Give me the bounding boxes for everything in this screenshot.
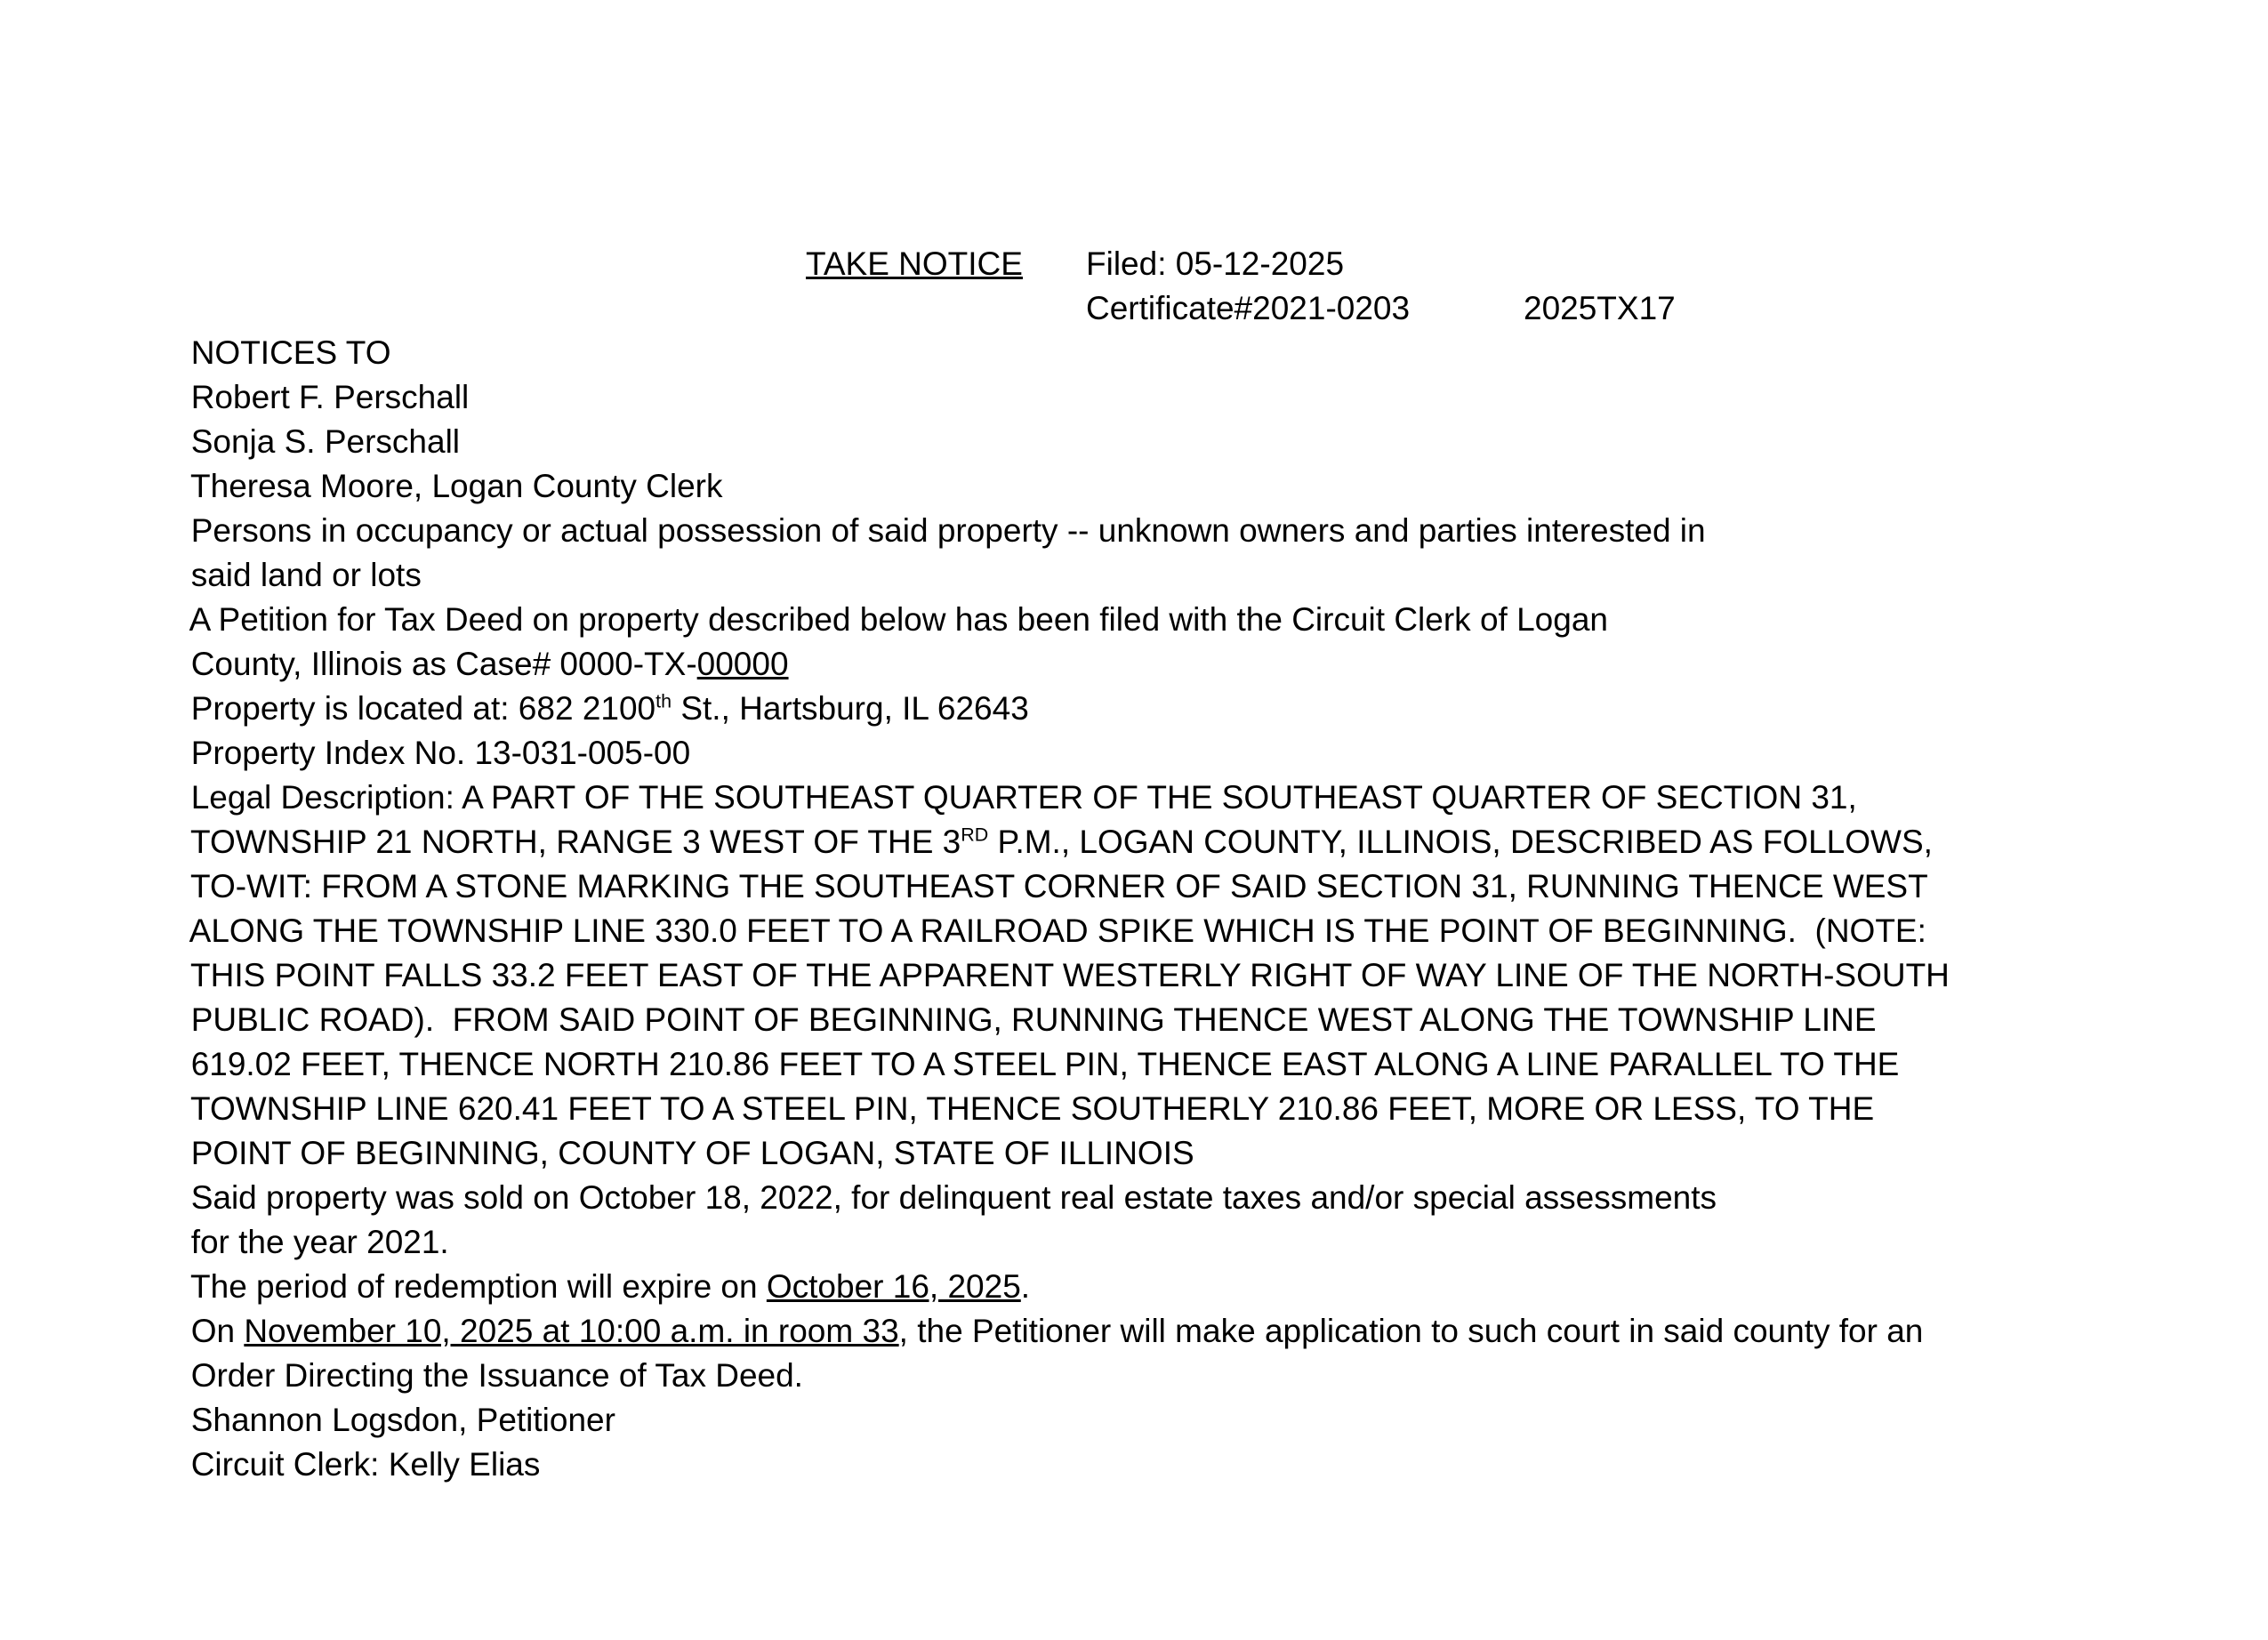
legal-description-text: TOWNSHIP 21 NORTH, RANGE 3 WEST OF THE 3 — [190, 824, 961, 860]
ordinal-superscript: RD — [961, 824, 989, 846]
legal-description-text: ALONG THE TOWNSHIP LINE 330.0 FEET TO A RAILROAD SPIKE WHICH IS THE POINT OF BEGINNING. (NOTE: — [189, 912, 1926, 949]
petitioner-name: Shannon Logsdon, Petitioner — [190, 1402, 615, 1438]
filed-date: Filed: 05-12-2025 — [1086, 245, 1345, 282]
circuit-clerk-name: Circuit Clerk: Kelly Elias — [190, 1446, 541, 1483]
legal-description-text: PUBLIC ROAD). FROM SAID POINT OF BEGINNING, RUNNING THENCE WEST ALONG THE TOWNSHIP LINE — [190, 1001, 1877, 1038]
recipient-name: Robert F. Perschall — [190, 379, 470, 415]
sale-text: for the year 2021. — [190, 1224, 449, 1260]
occupancy-text: said land or lots — [190, 557, 422, 593]
legal-description-text: TO-WIT: FROM A STONE MARKING THE SOUTHEAST CORNER OF SAID SECTION 31, RUNNING THENCE WEST — [190, 868, 1928, 904]
case-number-prefix: County, Illinois as Case# 0000-TX- — [190, 646, 697, 682]
legal-description-text: Legal Description: A PART OF THE SOUTHEAST QUARTER OF THE SOUTHEAST QUARTER OF SECTION 31, — [190, 779, 1857, 816]
case-year-code: 2025TX17 — [1524, 290, 1676, 326]
recipient-line — [136, 331, 1950, 415]
certificate-number: Certificate#2021-0203 — [1086, 290, 1411, 326]
redemption-prefix: The period of redemption will expire on — [190, 1268, 767, 1305]
notices-to-label: NOTICES TO — [190, 334, 391, 371]
recipient-name: Sonja S. Perschall — [190, 423, 461, 460]
legal-description-text: POINT OF BEGINNING, COUNTY OF LOGAN, STATE OF ILLINOIS — [190, 1135, 1194, 1171]
document-content — [136, 242, 1950, 1483]
legal-description-text: 619.02 FEET, THENCE NORTH 210.86 FEET TO A STEEL PIN, THENCE EAST ALONG A LINE PARALLEL TO THE — [190, 1046, 1900, 1082]
property-index-number: Property Index No. 13-031-005-00 — [190, 735, 691, 771]
hearing-datetime: November 10, 2025 at 10:00 a.m. in room 33 — [244, 1313, 899, 1349]
property-location-suffix: St., Hartsburg, IL 62643 — [672, 690, 1029, 727]
legal-description-text: THIS POINT FALLS 33.2 FEET EAST OF THE APPARENT WESTERLY RIGHT OF WAY LINE OF THE NORTH-SOUTH — [190, 957, 1950, 993]
legal-description-text: P.M., LOGAN COUNTY, ILLINOIS, DESCRIBED AS FOLLOWS, — [988, 824, 1933, 860]
hearing-order-text: Order Directing the Issuance of Tax Deed. — [190, 1357, 803, 1394]
petition-text: A Petition for Tax Deed on property described below has been filed with the Circuit Clerk of Logan — [189, 601, 1608, 638]
property-location-prefix: Property is located at: 682 2100 — [190, 690, 656, 727]
take-notice-title: TAKE NOTICE — [806, 245, 1023, 282]
legal-description-text: TOWNSHIP LINE 620.41 FEET TO A STEEL PIN, THENCE SOUTHERLY 210.86 FEET, MORE OR LESS, TO THE — [190, 1090, 1875, 1127]
hearing-prefix: On — [190, 1313, 245, 1349]
occupancy-text: Persons in occupancy or actual possession of said property -- unknown owners and parties interested in — [190, 512, 1706, 549]
redemption-expiry-date: October 16, 2025 — [766, 1268, 1021, 1305]
recipient-name: Theresa Moore, Logan County Clerk — [190, 468, 723, 504]
redemption-suffix: . — [1020, 1268, 1031, 1305]
case-number-blank: 00000 — [696, 646, 789, 682]
ordinal-superscript: th — [655, 690, 672, 712]
hearing-suffix: , the Petitioner will make application to such court in said county for an — [898, 1313, 1924, 1349]
title-line — [136, 242, 1950, 286]
sale-text: Said property was sold on October 18, 2022, for delinquent real estate taxes and/or special assessments — [190, 1179, 1717, 1216]
notices-line — [136, 286, 1950, 371]
